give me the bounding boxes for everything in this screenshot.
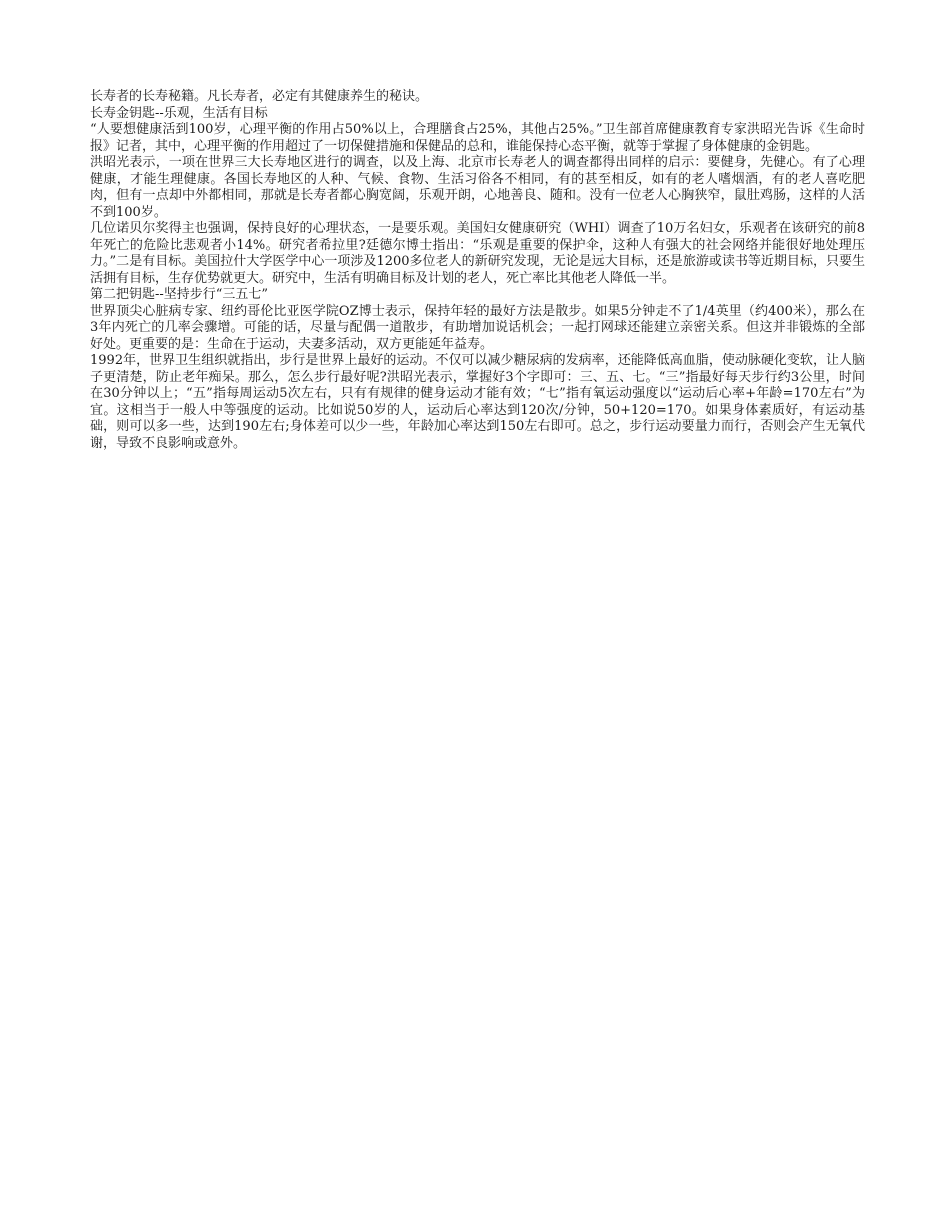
section-heading-2: 第二把钥匙--坚持步行“三五七” <box>90 287 269 302</box>
section-heading-1: 长寿金钥匙--乐观，生活有目标 <box>90 105 268 121</box>
body-paragraph: 世界顶尖心脏病专家、纽约哥伦比亚医学院OZ博士表示，保持年轻的最好方法是散步。如果5分钟走不了1/4英里（约400米），那么在3年内死亡的几率会骤增。可能的话，尽量与配偶一道散步，有助增加说话机会；一起打网球还能建立亲密关系。但这并非锻炼的全部好处。更重要的是：生命在于运动，夫妻多活动，双方更能延年益寿。 <box>90 303 865 352</box>
intro-paragraph: 长寿者的长寿秘籍。凡长寿者，必定有其健康养生的秘诀。 <box>90 89 429 104</box>
body-paragraph: “人要想健康活到100岁，心理平衡的作用占50%以上，合理膳食占25%，其他占25%。”卫生部首席健康教育专家洪昭光告诉《生命时报》记者，其中，心理平衡的作用超过了一切保健措施和保健品的总和，谁能保持心态平衡，就等于掌握了身体健康的金钥匙。 <box>90 122 865 154</box>
document-body <box>90 89 865 452</box>
body-paragraph: 洪昭光表示，一项在世界三大长寿地区进行的调查，以及上海、北京市长寿老人的调查都得出同样的启示：要健身，先健心。有了心理健康，才能生理健康。各国长寿地区的人种、气候、食物、生活习俗各不相同，有的甚至相反，如有的老人嗜烟酒，有的老人喜吃肥肉，但有一点却中外都相同，那就是长寿者都心胸宽阔，乐观开朗，心地善良、随和。没有一位老人心胸狭窄，鼠肚鸡肠，这样的人活不到100岁。 <box>90 155 865 220</box>
body-paragraph: 几位诺贝尔奖得主也强调，保持良好的心理状态，一是要乐观。美国妇女健康研究（WHI）调查了10万名妇女，乐观者在该研究的前8年死亡的危险比悲观者小14%。研究者希拉里?廷德尔博士指出：“乐观是重要的保护伞，这种人有强大的社会网络并能很好地处理压力。”二是有目标。美国拉什大学医学中心一项涉及1200多位老人的新研究发现，无论是远大目标，还是旅游或读书等近期目标，只要生活拥有目标，生存优势就更大。研究中，生活有明确目标及计划的老人，死亡率比其他老人降低一半。 <box>90 221 865 286</box>
body-paragraph: 1992年，世界卫生组织就指出，步行是世界上最好的运动。不仅可以减少糖尿病的发病率，还能降低高血脂，使动脉硬化变软，让人脑子更清楚，防止老年痴呆。那么，怎么步行最好呢?洪昭光表示，掌握好3个字即可：三、五、七。“三”指最好每天步行约3公里，时间在30分钟以上；“五”指每周运动5次左右，只有有规律的健身运动才能有效；“七”指有氧运动强度以“运动后心率+年龄=170左右”为宜。这相当于一般人中等强度的运动。比如说50岁的人，运动后心率达到120次/分钟，50+120=170。如果身体素质好，有运动基础，则可以多一些，达到190左右;身体差可以少一些，年龄加心率达到150左右即可。总之，步行运动要量力而行，否则会产生无氧代谢，导致不良影响或意外。 <box>90 353 865 451</box>
